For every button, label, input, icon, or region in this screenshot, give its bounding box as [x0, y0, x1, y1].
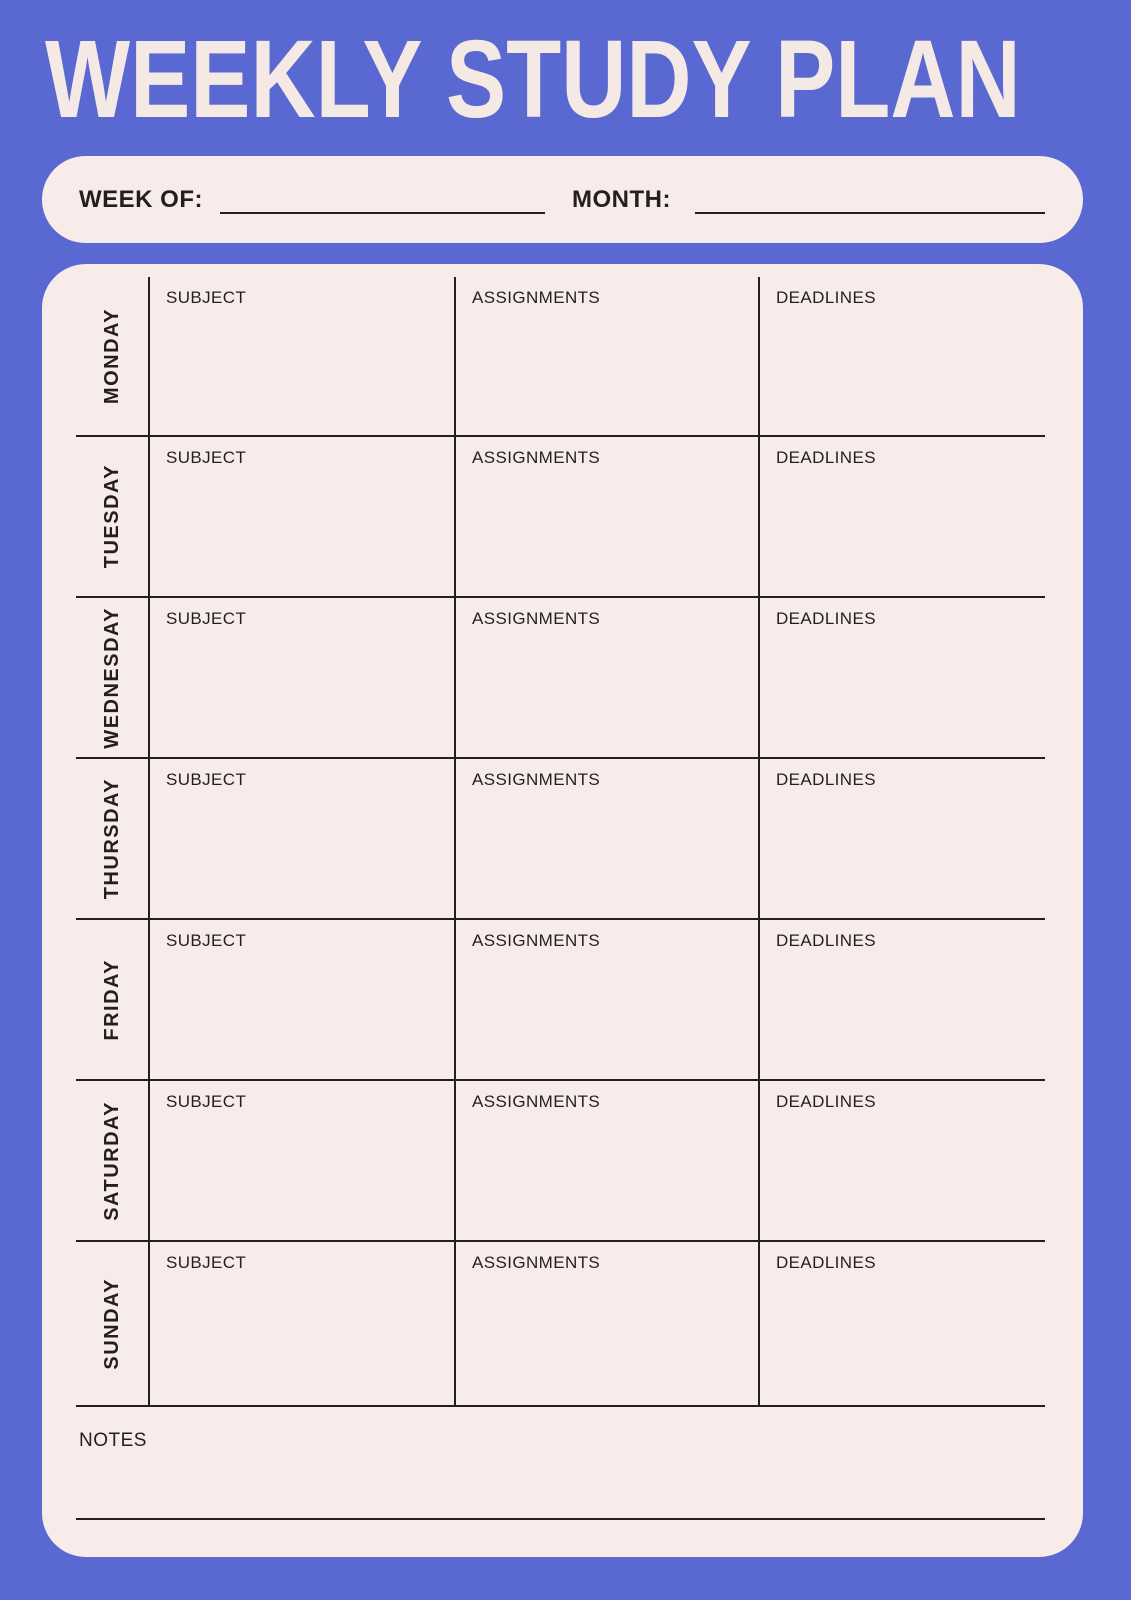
column-header-subject: SUBJECT: [166, 288, 247, 307]
assignments-cell: [454, 1081, 758, 1240]
subject-cell: [148, 759, 454, 918]
column-header-subject: SUBJECT: [166, 770, 247, 789]
column-header-assignments: ASSIGNMENTS: [472, 609, 601, 628]
column-header-deadlines: DEADLINES: [776, 288, 876, 307]
subject-cell: [148, 598, 454, 757]
deadlines-cell: [758, 598, 1045, 757]
day-cell: [76, 1242, 148, 1405]
notes-label: NOTES: [79, 1430, 147, 1451]
assignments-cell: [454, 598, 758, 757]
column-header-assignments: ASSIGNMENTS: [472, 931, 601, 950]
column-header-deadlines: DEADLINES: [776, 609, 876, 628]
day-cell: [76, 437, 148, 596]
deadlines-cell: [758, 920, 1045, 1079]
assignments-cell: [454, 1242, 758, 1405]
day-label-thursday: THURSDAY: [100, 777, 123, 900]
column-header-subject: SUBJECT: [166, 448, 247, 467]
column-header-assignments: ASSIGNMENTS: [472, 288, 601, 307]
column-header-deadlines: DEADLINES: [776, 1092, 876, 1111]
column-header-assignments: ASSIGNMENTS: [472, 448, 601, 467]
day-cell: [76, 277, 148, 435]
subject-cell: [148, 920, 454, 1079]
table-row-wednesday: [76, 596, 1045, 757]
assignments-cell: [454, 920, 758, 1079]
day-label-tuesday: TUESDAY: [100, 464, 123, 569]
day-label-wednesday: WEDNESDAY: [100, 606, 123, 749]
week-of-input-line: [220, 212, 545, 215]
month-input-line: [695, 212, 1045, 215]
page-title: WEEKLY STUDY PLAN: [45, 18, 1021, 141]
column-header-assignments: ASSIGNMENTS: [472, 770, 601, 789]
deadlines-cell: [758, 1081, 1045, 1240]
column-header-deadlines: DEADLINES: [776, 448, 876, 467]
day-cell: [76, 920, 148, 1079]
notes-section: [76, 1405, 1045, 1520]
day-cell: [76, 598, 148, 757]
table-row-saturday: [76, 1079, 1045, 1240]
day-label-monday: MONDAY: [100, 307, 123, 405]
table-row-thursday: [76, 757, 1045, 918]
deadlines-cell: [758, 1242, 1045, 1405]
month-label: MONTH:: [572, 185, 671, 213]
day-cell: [76, 759, 148, 918]
week-of-label: WEEK OF:: [79, 185, 203, 213]
deadlines-cell: [758, 277, 1045, 435]
column-header-assignments: ASSIGNMENTS: [472, 1253, 601, 1272]
column-header-subject: SUBJECT: [166, 1253, 247, 1272]
day-label-friday: FRIDAY: [100, 958, 123, 1041]
column-header-subject: SUBJECT: [166, 609, 247, 628]
notes-input-line: [76, 1518, 1045, 1520]
table-row-monday: [76, 277, 1045, 435]
table-row-friday: [76, 918, 1045, 1079]
planner-card: [42, 264, 1083, 1557]
assignments-cell: [454, 759, 758, 918]
day-label-sunday: SUNDAY: [100, 1277, 123, 1370]
column-header-deadlines: DEADLINES: [776, 1253, 876, 1272]
subject-cell: [148, 437, 454, 596]
assignments-cell: [454, 277, 758, 435]
table-row-sunday: [76, 1240, 1045, 1405]
deadlines-cell: [758, 437, 1045, 596]
subject-cell: [148, 1242, 454, 1405]
column-header-subject: SUBJECT: [166, 931, 247, 950]
day-label-saturday: SATURDAY: [100, 1100, 123, 1221]
deadlines-cell: [758, 759, 1045, 918]
subject-cell: [148, 277, 454, 435]
study-table: [76, 277, 1045, 1405]
day-cell: [76, 1081, 148, 1240]
week-of-box: [42, 156, 1083, 243]
assignments-cell: [454, 437, 758, 596]
column-header-deadlines: DEADLINES: [776, 931, 876, 950]
subject-cell: [148, 1081, 454, 1240]
column-header-assignments: ASSIGNMENTS: [472, 1092, 601, 1111]
column-header-deadlines: DEADLINES: [776, 770, 876, 789]
column-header-subject: SUBJECT: [166, 1092, 247, 1111]
table-row-tuesday: [76, 435, 1045, 596]
